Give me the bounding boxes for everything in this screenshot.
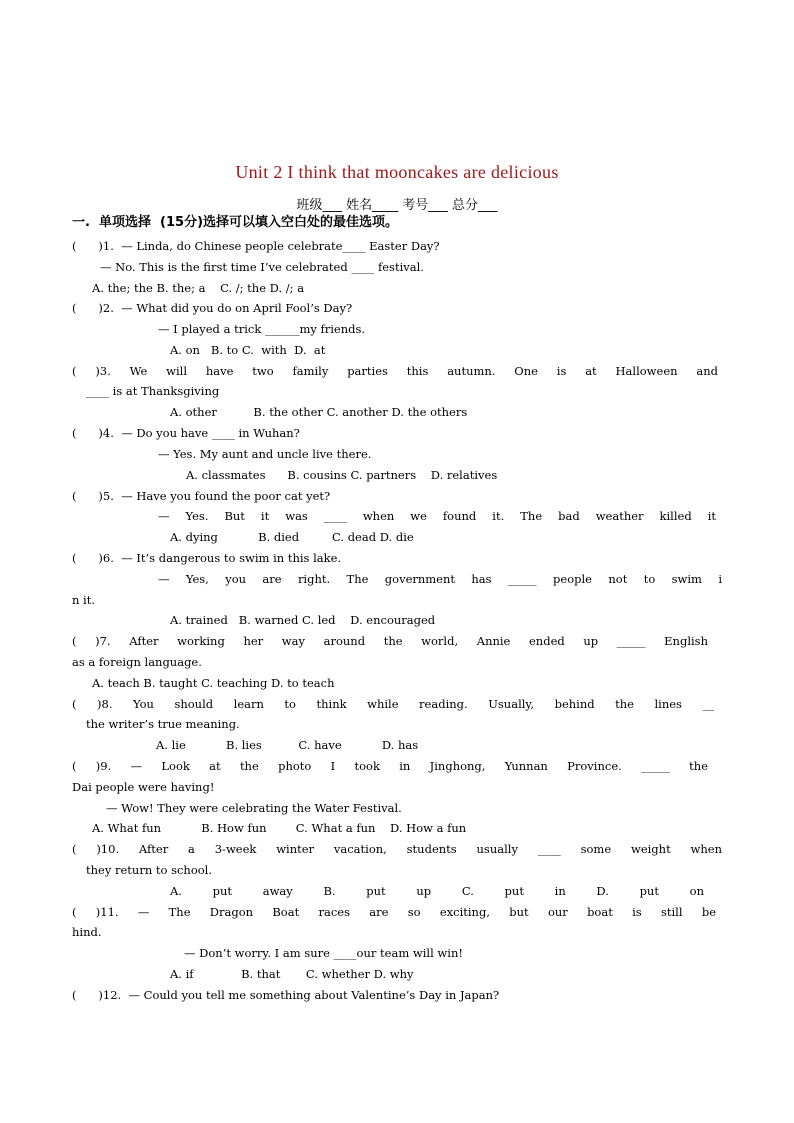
question-line: A. lie B. lies C. have D. has bbox=[156, 738, 419, 752]
question-line: ( )1. — Linda, do Chinese people celebrate____ Easter Day? bbox=[72, 239, 440, 253]
question-line: A. the; the B. the; a C. /; the D. /; a bbox=[92, 281, 305, 295]
question-line: ( )12. — Could you tell me something about Valentine’s Day in Japan? bbox=[72, 988, 500, 1002]
section-heading: 一. 单项选择 (15分)选择可以填入空白处的最佳选项。 bbox=[72, 215, 399, 230]
question-line: — I played a trick ______my friends. bbox=[158, 322, 366, 336]
question-line: ( )8. You should learn to think while reading. Usually, behind the lines __ bbox=[72, 697, 714, 711]
page-title: Unit 2 I think that mooncakes are delicious bbox=[235, 162, 559, 182]
question-line: Dai people were having! bbox=[72, 780, 215, 794]
question-line: n it. bbox=[72, 593, 96, 607]
student-info-line: 班级___ 姓名____ 考号___ 总分___ bbox=[296, 198, 498, 213]
question-line: ( )6. — It’s dangerous to swim in this lake. bbox=[72, 551, 342, 565]
question-line: — Yes. But it was ____ when we found it. The bad weather killed it bbox=[158, 509, 716, 523]
question-line: — Don’t worry. I am sure ____our team will win! bbox=[184, 946, 463, 960]
question-line: A. if B. that C. whether D. why bbox=[170, 967, 414, 981]
question-line: ( )10. After a 3-week winter vacation, students usually ____ some weight when bbox=[72, 842, 722, 856]
question-line: A. teach B. taught C. teaching D. to teach bbox=[92, 676, 335, 690]
question-line: A. on B. to C. with D. at bbox=[170, 343, 326, 357]
question-line: ( )5. — Have you found the poor cat yet? bbox=[72, 489, 331, 503]
question-line: the writer’s true meaning. bbox=[86, 717, 240, 731]
question-line: — Yes, you are right. The government has _____ people not to swim i bbox=[158, 572, 722, 586]
question-line: A. trained B. warned C. led D. encouraged bbox=[170, 613, 436, 627]
question-line: A. classmates B. cousins C. partners D. relatives bbox=[186, 468, 498, 482]
question-line: — No. This is the first time I’ve celebrated ____ festival. bbox=[100, 260, 424, 274]
question-line: they return to school. bbox=[86, 863, 213, 877]
question-line: ( )9. — Look at the photo I took in Jinghong, Yunnan Province. _____ the bbox=[72, 759, 708, 773]
question-line: ( )11. — The Dragon Boat races are so exciting, but our boat is still be bbox=[72, 905, 716, 919]
question-line: as a foreign language. bbox=[72, 655, 202, 669]
question-line: ( )2. — What did you do on April Fool’s Day? bbox=[72, 301, 353, 315]
question-line: ( )7. After working her way around the world, Annie ended up _____ English bbox=[72, 634, 708, 648]
question-line: ( )3. We will have two family parties this autumn. One is at Halloween and bbox=[72, 364, 718, 378]
question-line: — Yes. My aunt and uncle live there. bbox=[158, 447, 372, 461]
question-line: ( )4. — Do you have ____ in Wuhan? bbox=[72, 426, 300, 440]
question-line: A. put away B. put up C. put in D. put on bbox=[170, 884, 704, 898]
question-line: A. What fun B. How fun C. What a fun D. How a fun bbox=[92, 821, 467, 835]
question-line: A. dying B. died C. dead D. die bbox=[170, 530, 414, 544]
question-line: hind. bbox=[72, 925, 102, 939]
question-line: A. other B. the other C. another D. the others bbox=[170, 405, 468, 419]
question-line: ____ is at Thanksgiving bbox=[86, 384, 220, 398]
question-line: — Wow! They were celebrating the Water Festival. bbox=[106, 801, 402, 815]
